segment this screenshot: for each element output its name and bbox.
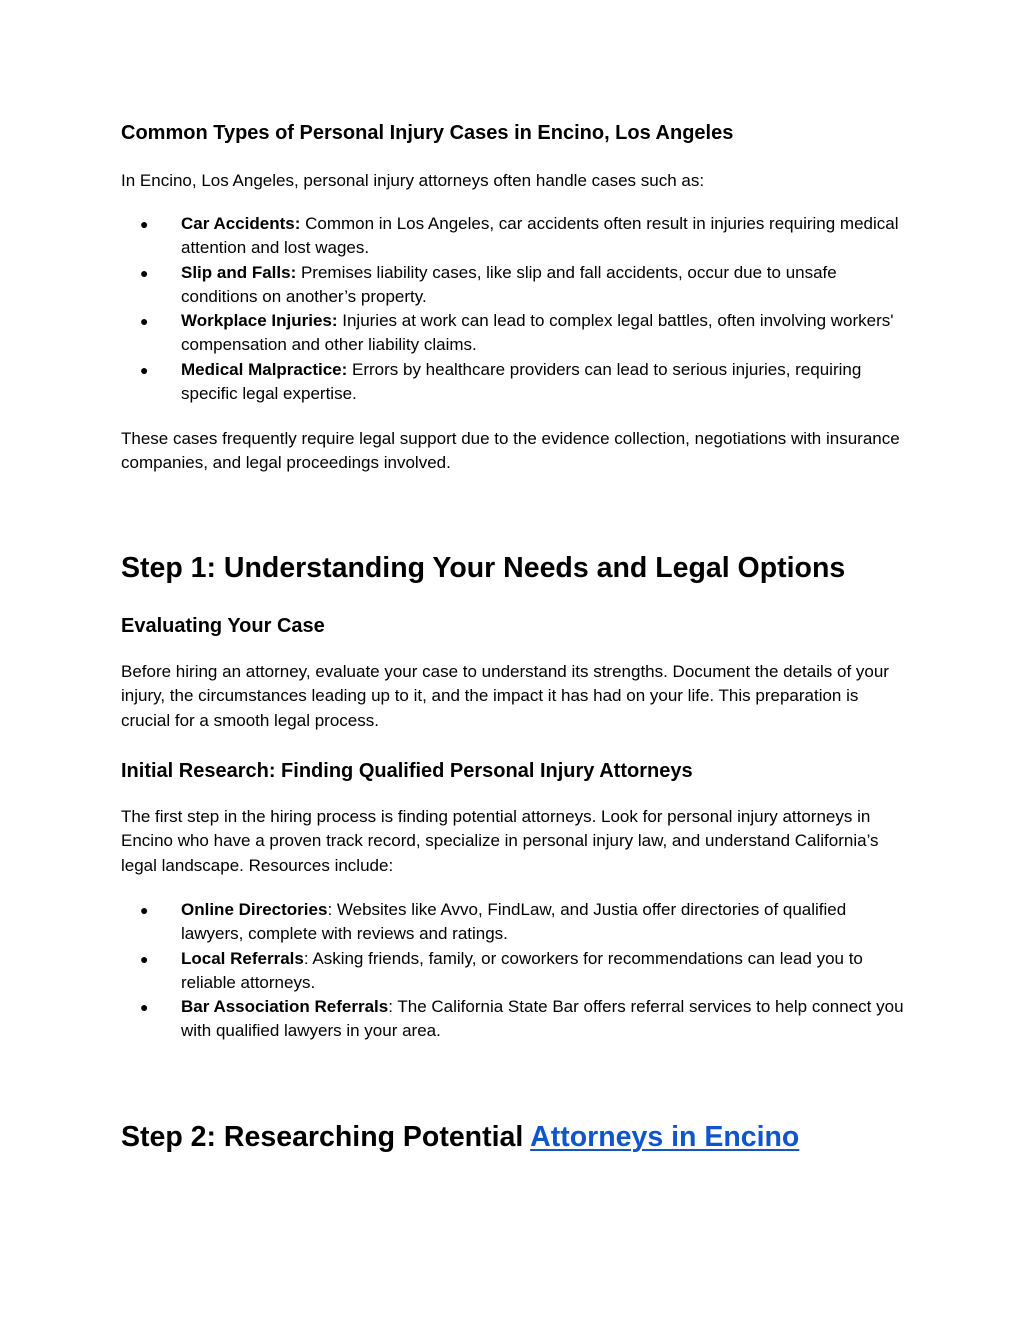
evaluating-paragraph: Before hiring an attorney, evaluate your case to understand its strengths. Document the details of your injury, the circumstances leading up to it, and the impact it has had on your life. This preparation is crucial for a smooth legal process. [121, 662, 889, 730]
list-item [121, 261, 911, 310]
step1-heading: Step 1: Understanding Your Needs and Legal Options [121, 552, 846, 584]
list-item-term: Online Directories [181, 900, 328, 919]
research-heading: Initial Research: Finding Qualified Personal Injury Attorneys [121, 760, 693, 782]
bullet-icon: ● [140, 950, 149, 967]
intro-paragraph: In Encino, Los Angeles, personal injury attorneys often handle cases such as: [121, 171, 705, 190]
list-item-term: Bar Association Referrals [181, 997, 389, 1017]
bullet-icon: ● [140, 361, 149, 378]
section-heading-common-cases: Common Types of Personal Injury Cases in Encino, Los Angeles [121, 122, 734, 144]
list-item [121, 898, 911, 947]
list-item-term: Medical Malpractice: [181, 359, 348, 379]
case-types-list [121, 212, 911, 406]
step2-heading [121, 1120, 799, 1154]
list-item-term: Local Referrals [181, 948, 304, 968]
step2-heading-text: Step 2: Researching Potential [121, 1121, 531, 1153]
list-item [121, 947, 911, 996]
list-item [121, 358, 911, 407]
bullet-icon: ● [140, 264, 149, 281]
list-item-text: : The California State Bar offers referral services to help connect you with qualified lawyers in your area. [181, 997, 904, 1041]
list-item-term: Car Accidents: [181, 214, 301, 233]
list-item-text: Errors by healthcare providers can lead to serious injuries, requiring specific legal expertise. [181, 359, 862, 404]
list-item-text: : Websites like Avvo, FindLaw, and Justia offer directories of qualified lawyers, complete with reviews and ratings. [181, 900, 847, 944]
bullet-icon: ● [140, 216, 149, 232]
list-item [121, 995, 911, 1044]
research-paragraph: The first step in the hiring process is finding potential attorneys. Look for personal injury attorneys in Encino who have a proven track record, specialize in personal injury law, and understand California’s legal landscape. Resources include: [121, 807, 879, 875]
list-item-text: Premises liability cases, like slip and fall accidents, occur due to unsafe conditions on another’s property. [181, 262, 837, 306]
bullet-icon: ● [140, 902, 149, 918]
list-item-text: Injuries at work can lead to complex legal battles, often involving workers' compensation and other liability claims. [181, 311, 894, 355]
list-item [121, 309, 911, 358]
list-item-term: Workplace Injuries: [181, 311, 338, 331]
resources-list [121, 898, 911, 1044]
attorneys-in-encino-link[interactable]: Attorneys in Encino [530, 1121, 800, 1153]
list-item-term: Slip and Falls: [181, 262, 297, 282]
list-item [121, 212, 911, 261]
outro-paragraph: These cases frequently require legal support due to the evidence collection, negotiations with insurance companies, and legal proceedings involved. [121, 429, 900, 473]
evaluating-heading: Evaluating Your Case [121, 615, 325, 637]
bullet-icon: ● [140, 999, 149, 1016]
list-item-text: Common in Los Angeles, car accidents often result in injuries requiring medical attention and lost wages. [181, 214, 899, 258]
bullet-icon: ● [140, 313, 149, 330]
list-item-text: : Asking friends, family, or coworkers for recommendations can lead you to reliable attorneys. [181, 948, 863, 992]
